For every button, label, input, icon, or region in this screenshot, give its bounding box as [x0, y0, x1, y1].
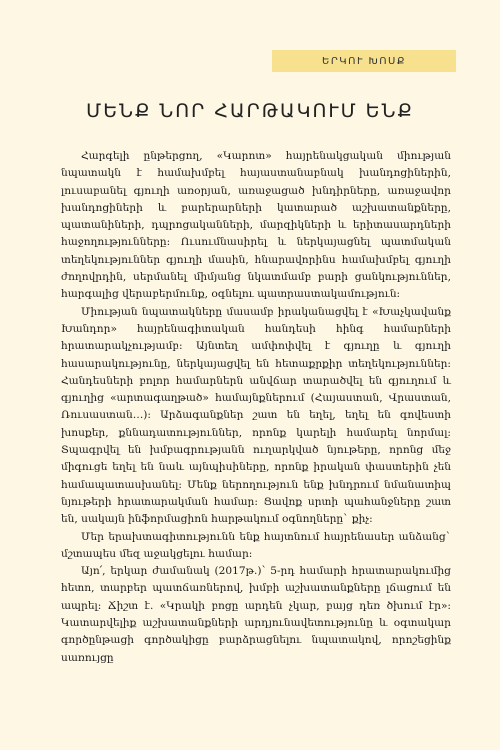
paragraph: Մեր երախտագիտությունն ենք հայտնում հայրենասեր անձանց` մշտապես մեզ աջակցելու համար:: [61, 530, 451, 560]
article-body: [61, 148, 451, 667]
paragraph: Միության նպատակները մասամբ իրականացվել է «Խաչկավանք Խանդոր» հայրենագիտական հանդեսի հինգ համարների հրատարակչությամբ: Այնտեղ ամփոփվել է գյուղը և գյուղի հասարակությունը, ներկայացվել են հետաքրքիր տեղեկություններ: Հանդեսների բոլոր համարներն անվճար տարածվել են գյուղում և գյուղից «արտագաղթած» համայնքներում (Հայաստան, Վրաստան, Ռուսաստան…): Արձագանքներ շատ են եղել, եղել են գովեստի խոսքեր, քննադատություններ, որոնք կարելի համարել նորմալ: Տպագրվել են խմբագրությանն ուղարկված նյութերը, որոնց մեջ միգուցե եղել են նաև այնպիսիները, որոնք իրական փաստերին չեն համապատասխանել: Մենք ներողություն ենք խնդրում նմանատիպ նյութերի հրատարակման համար: Ցավոք սրտի պահանջները շատ են, սակայն ինֆորմացիոն հարթակում օգնողները` քիչ:: [61, 305, 451, 526]
section-label: ԵՐԿՈՒ ԽՈՍՔ: [322, 55, 406, 67]
section-label-tab: [272, 50, 456, 72]
page-title: ՄԵՆՔ ՆՈՐ ՀԱՐԹԱԿՈՒՄ ԵՆՔ: [86, 100, 414, 122]
paragraph: Այո՛, երկար ժամանակ (2017թ.)՝ 5-րդ համարի հրատարակումից հետո, տարբեր պատճառներով, խմբի աշխատանքները լճացում են ապրել: Ճիշտ է. «Կրակի բոցը արդեն չկար, բայց դեռ ծխում էր»: Կատարվելիք աշխատանքների արդյունավետությունը և օգտակար գործընթացի գործակիցը բարձրացնելու նպատակով, որոշեցինք սառույցը: [61, 565, 451, 664]
paragraph: Հարգելի ընթերցող, «Կարոտ» հայրենակցական միության նպատակն է համախմբել հայաստանաբնակ խանդոցիներին, լուսաբանել գյուղի առօրյան, առաջացած խնդիրները, առաջավոր խանդոցիների և բարերարների կատարած աշխատանքները, պատանիների, դպրոցականների, մարզիկների և երիտասարդների հաջողությունները: Ուսումնասիրել և ներկայացնել պատմական տեղեկություններ գյուղի մասին, հնարավորինս համախմբել գյուղի ժողովրդին, սերմանել միմյանց նկատմամբ բարի ցանկություններ, հարգալից վերաբերմունք, օգնելու պատրաստակամություն:: [61, 150, 451, 301]
